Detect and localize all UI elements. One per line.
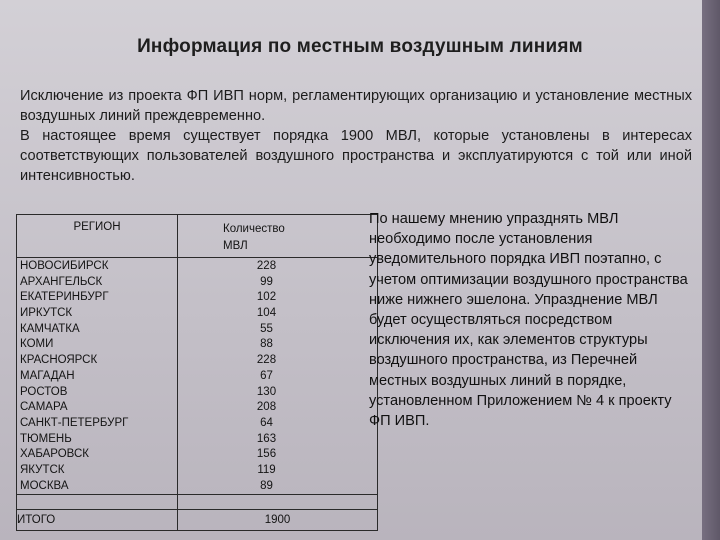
intro-text xyxy=(20,86,692,186)
region-count: 104 xyxy=(256,307,277,320)
region-count: 99 xyxy=(260,275,273,288)
total-label: ИТОГО xyxy=(17,510,178,531)
region-name: КОМИ xyxy=(20,338,54,351)
region-name: МОСКВА xyxy=(20,479,69,492)
region-name: МАГАДАН xyxy=(20,369,75,382)
intro-paragraph-1: Исключение из проекта ФП ИВП норм, регламентирующих организацию и установление местных воздушных линий преждевременно. xyxy=(20,88,692,124)
region-name: АРХАНГЕЛЬСК xyxy=(20,275,103,288)
region-name: РОСТОВ xyxy=(20,385,68,398)
region-count: 88 xyxy=(260,338,273,351)
table-body-row xyxy=(17,258,378,495)
region-name: САНКТ-ПЕТЕРБУРГ xyxy=(20,416,129,429)
region-name: ИРКУТСК xyxy=(20,307,73,320)
side-note: По нашему мнению упразднять МВЛ необходимо после установления уведомительного порядка ИВП поэтапно, с учетом оптимизации воздушного пространства ниже нижнего эшелона. Упразднение МВЛ будет осуществляться посредством исключения их, как элементов структуры воздушного пространства, из Перечней местных воздушных линий в порядке, установленном Приложением № 4 к проекту ФП ИВП. xyxy=(369,211,688,430)
region-counts-cell xyxy=(178,258,378,495)
slide-title: Информация по местным воздушным линиям xyxy=(137,36,583,57)
spacer-cell xyxy=(17,495,178,510)
region-count: 163 xyxy=(256,432,277,445)
region-name: ЕКАТЕРИНБУРГ xyxy=(20,291,109,304)
region-name: ЯКУТСК xyxy=(20,463,65,476)
region-count: 228 xyxy=(256,354,277,367)
region-count: 130 xyxy=(256,385,277,398)
header-count xyxy=(178,215,378,258)
region-name: КРАСНОЯРСК xyxy=(20,354,98,367)
header-count-line2: МВЛ xyxy=(223,240,248,252)
region-name: КАМЧАТКА xyxy=(20,322,80,335)
header-region: РЕГИОН xyxy=(17,215,178,258)
region-table xyxy=(16,214,378,531)
region-names-cell xyxy=(17,258,178,495)
region-count: 102 xyxy=(256,291,277,304)
spacer-cell xyxy=(178,495,378,510)
region-count: 67 xyxy=(260,369,273,382)
region-count: 228 xyxy=(256,260,277,272)
region-name: ТЮМЕНЬ xyxy=(20,432,72,445)
region-name: САМАРА xyxy=(20,401,68,414)
region-count: 119 xyxy=(257,463,276,476)
region-count: 55 xyxy=(260,322,273,335)
total-value: 1900 xyxy=(178,510,378,531)
table-total-row xyxy=(17,510,378,531)
region-count: 89 xyxy=(260,479,273,492)
intro-paragraph-2: В настоящее время существует порядка 1900 МВЛ, которые установлены в интересах соответствующих пользователей воздушного пространства и эксплуатируются с той или иной интенсивностью. xyxy=(20,128,692,184)
region-count: 64 xyxy=(260,416,273,429)
table-spacer-row xyxy=(17,495,378,510)
region-count: 156 xyxy=(256,448,277,461)
region-count: 208 xyxy=(256,401,277,414)
region-name: ХАБАРОВСК xyxy=(20,448,89,461)
table-header-row xyxy=(17,215,378,258)
region-name: НОВОСИБИРСК xyxy=(20,260,109,272)
header-count-line1: Количество xyxy=(223,223,285,235)
slide-edge-decoration xyxy=(702,0,720,540)
